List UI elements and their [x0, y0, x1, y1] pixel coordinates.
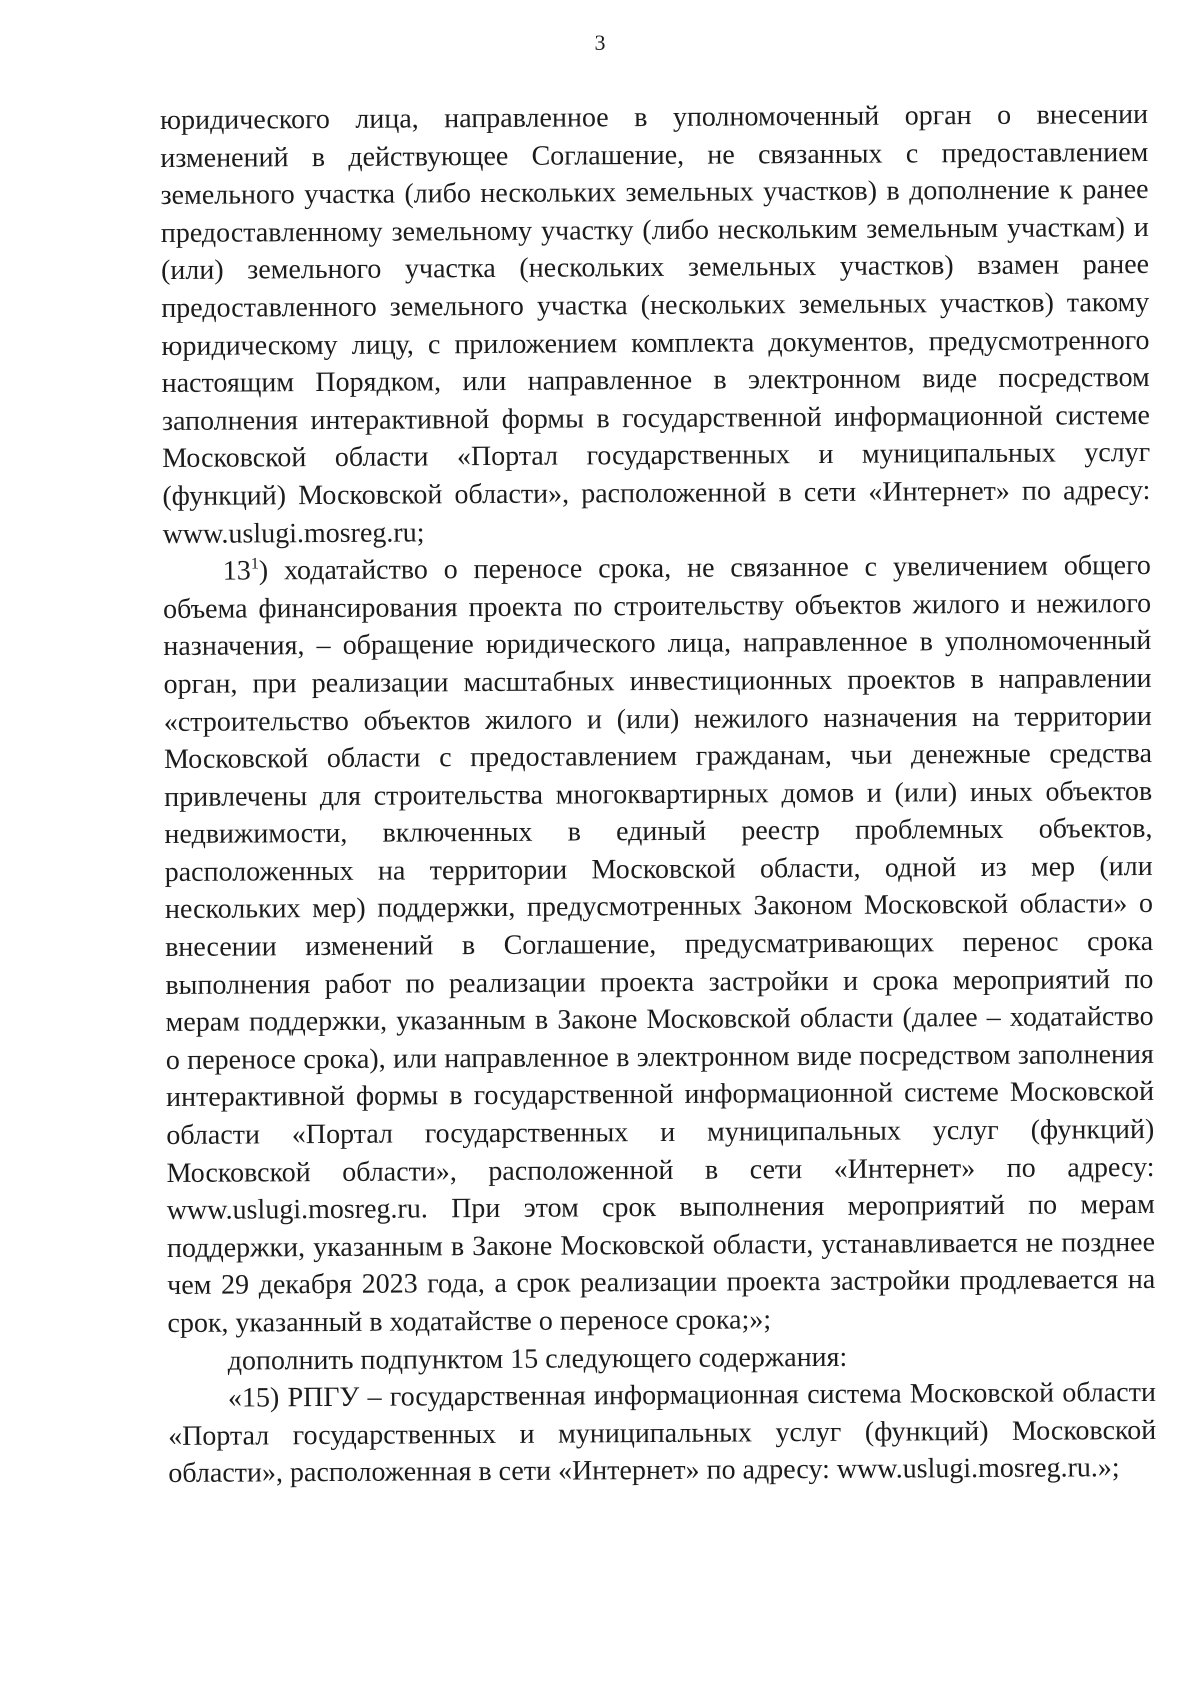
item-number: 13 — [222, 555, 251, 587]
item-superscript: 1 — [250, 555, 259, 573]
document-body — [160, 96, 1156, 1493]
paragraph-continuation: юридического лица, направленное в уполномоченный орган о внесении изменений в действующее Соглашение, не связанных с предоставлением земельного участка (либо нескольких земельных участков) в дополнение к ранее предоставленному земельному участку (либо нескольким земельным участкам) и (или) земельного участка (нескольких земельных участков) взамен ранее предоставленного земельного участка (нескольких земельных участков) такому юридическому лицу, с приложением комплекта документов, предусмотренного настоящим Порядком, или направленное в электронном виде посредством заполнения интерактивной формы в государственной информационной системе Московской области «Портал государственных и муниципальных услуг (функций) Московской области», расположенной в сети «Интернет» по адресу: www.uslugi.mosreg.ru; — [160, 98, 1151, 550]
paragraph-amendment-intro: дополнить подпунктом 15 следующего содержания: — [227, 1341, 848, 1377]
paragraph-item-13-1 — [163, 547, 1156, 1342]
paragraph-item-15: «15) РПГУ – государственная информационная система Московской области «Портал государственных и муниципальных услуг (функций) Московской области», расположенная в сети «Интернет» по адресу: www.uslugi.mosreg.ru.»; — [168, 1377, 1157, 1490]
page-number: 3 — [594, 30, 606, 55]
item-text: ) ходатайство о переносе срока, не связанное с увеличением общего объема финансирования проекта по строительству объектов жилого и нежилого назначения, – обращение юридического лица, направленное в уполномоченный орган, при реализации масштабных инвестиционных проектов в направлении «строительство объектов жилого и (или) нежилого назначения на территории Московской области с предоставлением гражданам, чьи денежные средства привлечены для строительства многоквартирных домов и (или) иных объектов недвижимости, включенных в единый реестр проблемных объектов, расположенных на территории Московской области, одной из мер (или нескольких мер) поддержки, предусмотренных Законом Московской области» о внесении изменений в Соглашение, предусматривающих перенос срока выполнения работ по реализации проекта застройки и срока мероприятий по мерам поддержки, указанным в Законе Московской области (далее – ходатайство о переносе срока), или направленное в электронном виде посредством заполнения интерактивной формы в государственной информационной системе Московской области «Портал государственных и муниципальных услуг (функций) Московской области», расположенной в сети «Интернет» по адресу: www.uslugi.mosreg.ru. При этом срок выполнения мероприятий по мерам поддержки, указанным в Законе Московской области, устанавливается не позднее чем 29 декабря 2023 года, а срок реализации проекта застройки продлевается на срок, указанный в ходатайстве о переносе срока;»; — [163, 550, 1156, 1339]
